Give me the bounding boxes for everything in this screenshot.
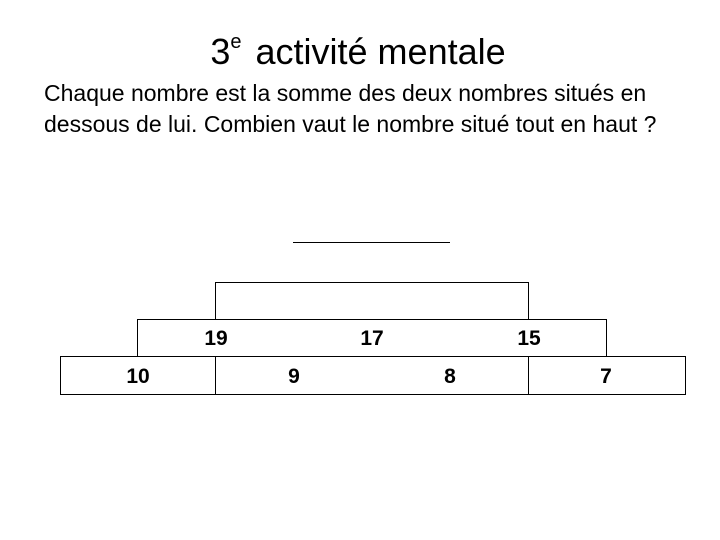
answer-line — [293, 242, 450, 243]
title-superscript: e — [230, 31, 242, 53]
instructions-text: Chaque nombre est la somme des deux nombres situés en dessous de lui. Combien vaut le nombre situé tout en haut ? — [44, 80, 657, 137]
bottom-value-4: 7 — [600, 365, 612, 388]
page-title — [0, 18, 720, 76]
title-text: activité mentale — [255, 31, 506, 72]
middle-value-3: 15 — [517, 327, 541, 350]
bottom-value-1: 10 — [126, 365, 150, 388]
top-cell — [215, 282, 529, 320]
middle-value-2: 17 — [360, 327, 384, 350]
bottom-value-3: 8 — [444, 365, 456, 388]
title-number: 3e — [210, 31, 242, 72]
middle-value-1: 19 — [204, 327, 228, 350]
bottom-row-cell-2 — [215, 356, 529, 395]
bottom-value-2: 9 — [288, 365, 300, 388]
